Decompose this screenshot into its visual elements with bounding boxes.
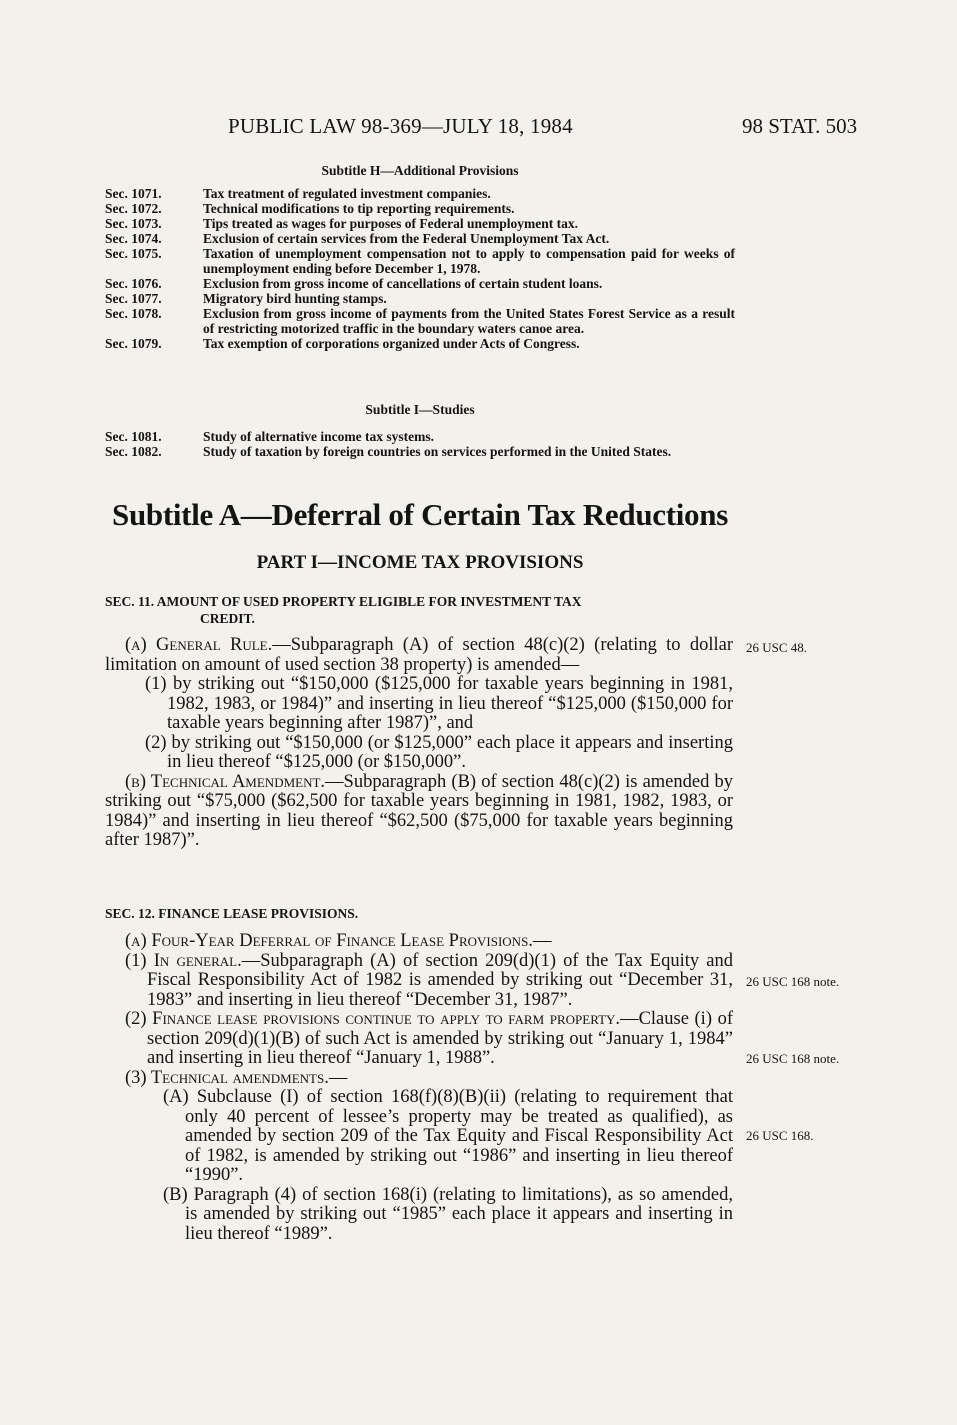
toc-item: Sec. 1076. Exclusion from gross income of cancellations of certain student loans. [105, 276, 603, 291]
section-11-heading: SEC. 11. AMOUNT OF USED PROPERTY ELIGIBLE FOR INVESTMENT TAX CREDIT. [105, 594, 582, 626]
toc-subtitle-h [105, 163, 735, 351]
toc-item: Sec. 1073. Tips treated as wages for purposes of Federal unemployment tax. [105, 216, 578, 231]
margin-citation: 26 USC 168. [746, 1128, 814, 1143]
paragraph-a1: (1) In general.—Subparagraph (A) of section 209(d)(1) of the Tax Equity and Fiscal Responsibility Act of 1982 is amended by striking out “December 31, 1983” and inserting in lieu thereof “December 31, 1987”. [125, 950, 733, 1010]
toc-item: Sec. 1077. Migratory bird hunting stamps. [105, 291, 387, 306]
toc-item: Sec. 1081. Study of alternative income tax systems. [105, 429, 434, 444]
toc-item: Sec. 1074. Exclusion of certain services from the Federal Unemployment Tax Act. [105, 231, 610, 246]
section-12-body [105, 932, 733, 1244]
paragraph-a2: (2) Finance lease provisions continue to apply to farm property.—Clause (i) of section 209(d)(1)(B) of such Act is amended by striking out “January 1, 1984” and inserting in lieu thereof “January 1, 1988”. [125, 1009, 733, 1068]
running-header-title: PUBLIC LAW 98-369—JULY 18, 1984 [228, 114, 573, 138]
paragraph-a: (a) Four-Year Deferral of Finance Lease Provisions.— [125, 931, 552, 951]
running-header-stat: 98 STAT. 503 [742, 114, 858, 138]
paragraph-a3-B: (B) Paragraph (4) of section 168(i) (relating to limitations), as so amended, is amended by striking out “1985” each place it appears and inserting in lieu thereof “1989”. [163, 1184, 733, 1244]
paragraph-b: (b) Technical Amendment.—Subparagraph (B) of section 48(c)(2) is amended by striking out “$75,000 ($62,500 for taxable years beginning in 1981, 1982, 1983, or 1984)” and inserting in lieu thereof “$62,500 ($75,000 for taxable years beginning after 1987)”. [105, 771, 734, 850]
paragraph-a2: (2) by striking out “$150,000 (or $125,000” each place it appears and inserting in lieu thereof “$125,000 (or $150,000”. [145, 732, 733, 772]
toc-item: Sec. 1082. Study of taxation by foreign countries on services performed in the United States. [105, 444, 672, 459]
paragraph-a3: (3) Technical amendments.— [125, 1067, 348, 1088]
toc-item: Sec. 1072. Technical modifications to tip reporting requirements. [105, 201, 515, 216]
paragraph-a: (a) General Rule.—Subparagraph (A) of section 48(c)(2) (relating to dollar limitation on amount of used section 38 property) is amended— [105, 635, 734, 675]
subtitle-heading: Subtitle A—Deferral of Certain Tax Reductions [112, 497, 728, 532]
toc-item: Sec. 1079. Tax exemption of corporations organized under Acts of Congress. [105, 336, 580, 351]
margin-citation: 26 USC 168 note. [746, 1051, 840, 1066]
paragraph-a3-A: (A) Subclause (I) of section 168(f)(8)(B)(ii) (relating to requirement that only 40 percent of lessee’s property may be treated as qualified), as amended by section 209 of the Tax Equity and Fiscal Responsibility Act of 1982, is amended by striking out “1986” and inserting in lieu thereof “1990”. [163, 1087, 733, 1185]
toc-heading: Subtitle H—Additional Provisions [321, 163, 519, 178]
section-11-body [105, 636, 733, 851]
part-heading: PART I—INCOME TAX PROVISIONS [256, 552, 584, 573]
toc-subtitle-i [105, 402, 735, 459]
margin-citation: 26 USC 168 note. [746, 974, 840, 989]
toc-heading: Subtitle I—Studies [365, 402, 475, 417]
toc-item: Sec. 1075. Taxation of unemployment compensation not to apply to compensation paid for weeks of unemployment ending before December 1, 1978. [105, 246, 735, 276]
margin-citation: 26 USC 48. [746, 640, 808, 655]
toc-item: Sec. 1071. Tax treatment of regulated investment companies. [105, 186, 491, 201]
section-12-heading: SEC. 12. FINANCE LEASE PROVISIONS. [105, 906, 359, 921]
toc-item: Sec. 1078. Exclusion from gross income of payments from the United States Forest Service as a result of restricting motorized traffic in the boundary waters canoe area. [105, 306, 735, 336]
paragraph-a1: (1) by striking out “$150,000 ($125,000 for taxable years beginning in 1981, 1982, 1983, or 1984)” and inserting in lieu thereof “$125,000 ($150,000 for taxable years beginning after 1987)”, and [145, 674, 733, 733]
